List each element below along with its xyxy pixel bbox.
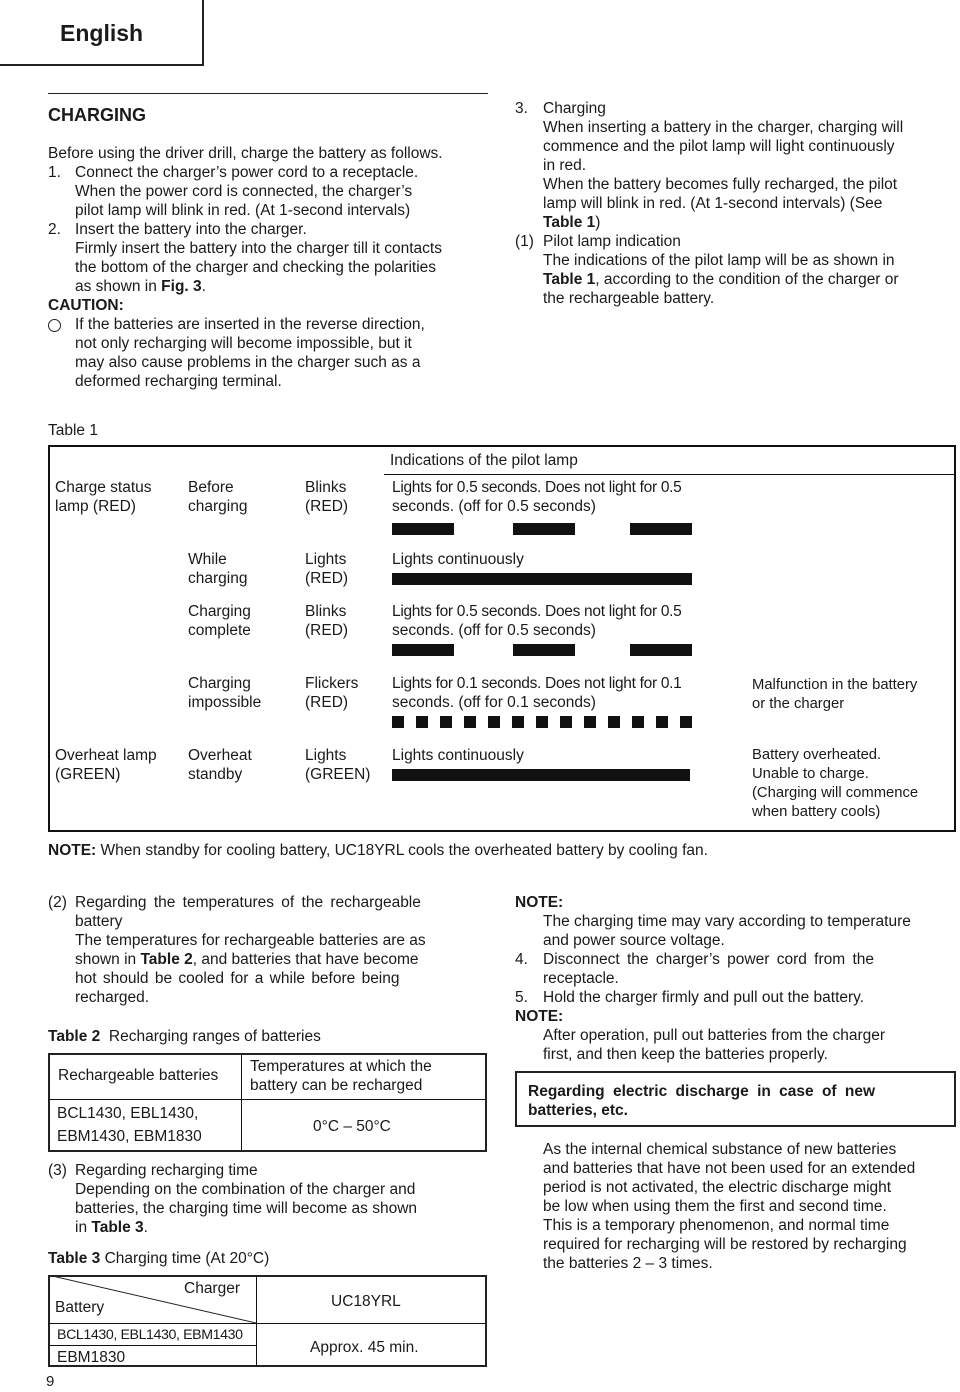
lamp-label: Overheat lamp bbox=[55, 747, 157, 764]
fig-reference: Fig. 3 bbox=[161, 278, 202, 295]
table2-row-rule bbox=[48, 1099, 487, 1100]
table1-mode: Flickers bbox=[305, 675, 359, 692]
table1-state: Charging bbox=[188, 675, 251, 692]
lamp-flicker-dot bbox=[440, 716, 452, 728]
note-label: NOTE: bbox=[515, 894, 564, 911]
table1-mode: Blinks bbox=[305, 479, 347, 496]
time-line: in Table 3. bbox=[75, 1219, 148, 1236]
discharge-para-line: and batteries that have not been used for an extended bbox=[543, 1160, 916, 1177]
table-reference: Table 2 bbox=[140, 951, 193, 968]
discharge-para-line: required for recharging will be restored by recharging bbox=[543, 1236, 907, 1253]
step3-line: lamp will blink in red. (At 1-second intervals) (See bbox=[543, 195, 883, 212]
table1-mode: (GREEN) bbox=[305, 766, 371, 783]
table1-mode: (RED) bbox=[305, 622, 349, 639]
lamp-flicker-dot bbox=[464, 716, 476, 728]
sub-number: (3) bbox=[48, 1162, 67, 1179]
table1-mode: Lights bbox=[305, 747, 347, 764]
lamp-flicker-dot bbox=[560, 716, 572, 728]
step2-line: the bottom of the charger and checking the polarities bbox=[75, 259, 437, 276]
table1-desc: Lights for 0.1 seconds. Does not light for 0.1 bbox=[392, 675, 682, 692]
table3-col-rule bbox=[256, 1275, 257, 1367]
time-title: Regarding recharging time bbox=[75, 1162, 258, 1179]
lamp-label: lamp (RED) bbox=[55, 498, 136, 515]
table3-row-rule bbox=[48, 1323, 487, 1324]
table3-battery-label: Battery bbox=[55, 1299, 105, 1316]
sub1-line: Table 1, according to the condition of the charger or bbox=[543, 271, 899, 288]
section-heading: CHARGING bbox=[48, 105, 146, 125]
lamp-flicker-dot bbox=[632, 716, 644, 728]
step-number: 2. bbox=[48, 221, 61, 238]
lamp-continuous-bar bbox=[392, 769, 690, 781]
note-line: first, and then keep the batteries properly. bbox=[543, 1046, 828, 1063]
table2-range: 0°C – 50°C bbox=[313, 1118, 391, 1135]
table3-caption: Table 3 Charging time (At 20°C) bbox=[48, 1250, 270, 1267]
lamp-continuous-bar bbox=[392, 573, 692, 585]
time-line: Depending on the combination of the charger and bbox=[75, 1181, 416, 1198]
table1-state: impossible bbox=[188, 694, 262, 711]
table1-caption: Table 1 bbox=[48, 422, 98, 439]
temps-line: Regarding the temperatures of the rechargeable bbox=[75, 894, 421, 911]
table3-battery: EBM1830 bbox=[57, 1349, 126, 1366]
table3-time: Approx. 45 min. bbox=[310, 1339, 419, 1356]
lamp-flicker-dot bbox=[608, 716, 620, 728]
step3-line: When the battery becomes fully recharged, the pilot bbox=[543, 176, 898, 193]
note-line: After operation, pull out batteries from the charger bbox=[543, 1027, 886, 1044]
table3-model: UC18YRL bbox=[331, 1293, 401, 1310]
table-reference: Table 1 bbox=[543, 214, 596, 231]
temps-line: hot should be cooled for a while before being bbox=[75, 970, 400, 987]
step3-line: in red. bbox=[543, 157, 587, 174]
temps-line: The temperatures for rechargeable batteries are as bbox=[75, 932, 426, 949]
table1-bottom-border bbox=[48, 830, 956, 832]
lamp-on-segment bbox=[513, 644, 575, 656]
step5-text: Hold the charger firmly and pull out the battery. bbox=[543, 989, 865, 1006]
sub1-line: the rechargeable battery. bbox=[543, 290, 715, 307]
discharge-box-title: Regarding electric discharge in case of new bbox=[528, 1083, 876, 1100]
lamp-on-segment bbox=[513, 523, 575, 535]
lamp-flicker-dot bbox=[488, 716, 500, 728]
step4-line: receptacle. bbox=[543, 970, 619, 987]
table1-state: While bbox=[188, 551, 227, 568]
lamp-flicker-dot bbox=[656, 716, 668, 728]
table-reference: Table 3 bbox=[91, 1219, 144, 1236]
table1-desc: Lights for 0.5 seconds. Does not light for 0.5 bbox=[392, 479, 682, 496]
step-number: 3. bbox=[515, 100, 528, 117]
table1-footnote: NOTE: When standby for cooling battery, UC18YRL cools the overheated battery by cooling fan. bbox=[48, 842, 708, 859]
table1-desc: Lights continuously bbox=[392, 551, 524, 568]
lamp-label: (GREEN) bbox=[55, 766, 121, 783]
table1-mode: (RED) bbox=[305, 570, 349, 587]
table3-battery: BCL1430, EBL1430, EBM1430 bbox=[57, 1327, 243, 1343]
table1-state: charging bbox=[188, 570, 248, 587]
intro-text: Before using the driver drill, charge the battery as follows. bbox=[48, 145, 443, 162]
table1-state: Before bbox=[188, 479, 234, 496]
lamp-flicker-dot bbox=[416, 716, 428, 728]
step-number: 1. bbox=[48, 164, 61, 181]
table2-col2-header: battery can be recharged bbox=[250, 1077, 423, 1094]
step2-line: as shown in Fig. 3. bbox=[75, 278, 206, 295]
language-label: English bbox=[60, 20, 144, 46]
section-rule bbox=[48, 93, 488, 94]
sub1-line: The indications of the pilot lamp will be as shown in bbox=[543, 252, 895, 269]
sub1-title: Pilot lamp indication bbox=[543, 233, 681, 250]
table1-state: charging bbox=[188, 498, 248, 515]
note-line: The charging time may vary according to temperature bbox=[543, 913, 911, 930]
table2-battery: BCL1430, EBL1430, bbox=[57, 1105, 199, 1122]
step2-title: Insert the battery into the charger. bbox=[75, 221, 307, 238]
table1-mode: Lights bbox=[305, 551, 347, 568]
lamp-on-segment bbox=[630, 523, 692, 535]
table1-header-rule bbox=[384, 474, 956, 475]
lamp-on-segment bbox=[392, 523, 454, 535]
lamp-flicker-dot bbox=[680, 716, 692, 728]
caution-label: CAUTION: bbox=[48, 297, 124, 314]
table1-right-border bbox=[954, 445, 956, 832]
discharge-para-line: the batteries 2 – 3 times. bbox=[543, 1255, 713, 1272]
note-label: NOTE: bbox=[515, 1008, 564, 1025]
table2-col-rule bbox=[241, 1053, 242, 1152]
table1-state: Charging bbox=[188, 603, 251, 620]
lamp-flicker-dot bbox=[584, 716, 596, 728]
table1-mode: Blinks bbox=[305, 603, 347, 620]
step3-title: Charging bbox=[543, 100, 606, 117]
table1-state: complete bbox=[188, 622, 251, 639]
table1-top-border bbox=[48, 445, 956, 447]
time-line: batteries, the charging time will become as shown bbox=[75, 1200, 418, 1217]
table1-state: Overheat bbox=[188, 747, 252, 764]
table1-mode: (RED) bbox=[305, 498, 349, 515]
temps-line: battery bbox=[75, 913, 123, 930]
sub-number: (2) bbox=[48, 894, 67, 911]
table1-note: Battery overheated. bbox=[752, 747, 882, 763]
table3-charger-label: Charger bbox=[184, 1280, 240, 1297]
table1-desc: Lights for 0.5 seconds. Does not light for 0.5 bbox=[392, 603, 682, 620]
temps-line: recharged. bbox=[75, 989, 150, 1006]
caution-line: deformed recharging terminal. bbox=[75, 373, 282, 390]
table-reference: Table 1 bbox=[543, 271, 596, 288]
step-number: 5. bbox=[515, 989, 528, 1006]
table1-mode: (RED) bbox=[305, 694, 349, 711]
step-number: 4. bbox=[515, 951, 528, 968]
step3-line: When inserting a battery in the charger, charging will bbox=[543, 119, 904, 136]
lamp-flicker-dot bbox=[536, 716, 548, 728]
table1-desc: seconds. (off for 0.1 seconds) bbox=[392, 694, 596, 711]
table1-desc: Lights continuously bbox=[392, 747, 524, 764]
table1-state: standby bbox=[188, 766, 243, 783]
lamp-on-segment bbox=[630, 644, 692, 656]
table2-col2-header: Temperatures at which the bbox=[250, 1058, 432, 1075]
caution-line: If the batteries are inserted in the reverse direction, bbox=[75, 316, 425, 333]
table2-battery: EBM1430, EBM1830 bbox=[57, 1128, 202, 1145]
step1-line: When the power cord is connected, the charger’s bbox=[75, 183, 413, 200]
temps-line: shown in Table 2, and batteries that have become bbox=[75, 951, 419, 968]
step4-line: Disconnect the charger’s power cord from the bbox=[543, 951, 875, 968]
table1-note: (Charging will commence bbox=[752, 785, 919, 801]
table1-note: Unable to charge. bbox=[752, 766, 869, 782]
table1-note: Malfunction in the battery bbox=[752, 677, 918, 693]
step3-line: commence and the pilot lamp will light continuously bbox=[543, 138, 895, 155]
discharge-para-line: period is not activated, the electric discharge might bbox=[543, 1179, 892, 1196]
lamp-label: Charge status bbox=[55, 479, 152, 496]
discharge-para-line: be low when using them the first and second time. bbox=[543, 1198, 887, 1215]
step1-line: pilot lamp will blink in red. (At 1-second intervals) bbox=[75, 202, 411, 219]
sub-number: (1) bbox=[515, 233, 534, 250]
lamp-flicker-dot bbox=[512, 716, 524, 728]
step2-line: Firmly insert the battery into the charger till it contacts bbox=[75, 240, 442, 257]
note-line: and power source voltage. bbox=[543, 932, 725, 949]
caution-line: may also cause problems in the charger such as a bbox=[75, 354, 421, 371]
table2-col1-header: Rechargeable batteries bbox=[58, 1067, 219, 1084]
step3-line: Table 1) bbox=[543, 214, 601, 231]
table1-desc: seconds. (off for 0.5 seconds) bbox=[392, 622, 596, 639]
table1-desc: seconds. (off for 0.5 seconds) bbox=[392, 498, 596, 515]
discharge-para-line: As the internal chemical substance of new batteries bbox=[543, 1141, 897, 1158]
table1-note: or the charger bbox=[752, 696, 845, 712]
lamp-flicker-dot bbox=[392, 716, 404, 728]
table1-left-border bbox=[48, 445, 50, 832]
discharge-para-line: This is a temporary phenomenon, and normal time bbox=[543, 1217, 890, 1234]
step1-line: Connect the charger’s power cord to a receptacle. bbox=[75, 164, 419, 181]
table1-header: Indications of the pilot lamp bbox=[390, 452, 578, 469]
table2-caption: Table 2 Recharging ranges of batteries bbox=[48, 1028, 321, 1045]
discharge-box-title: batteries, etc. bbox=[528, 1102, 628, 1119]
caution-line: not only recharging will become impossible, but it bbox=[75, 335, 412, 352]
page-number: 9 bbox=[46, 1373, 55, 1390]
circle-bullet-icon bbox=[48, 318, 61, 337]
table1-note: when battery cools) bbox=[752, 804, 881, 820]
lamp-on-segment bbox=[392, 644, 454, 656]
